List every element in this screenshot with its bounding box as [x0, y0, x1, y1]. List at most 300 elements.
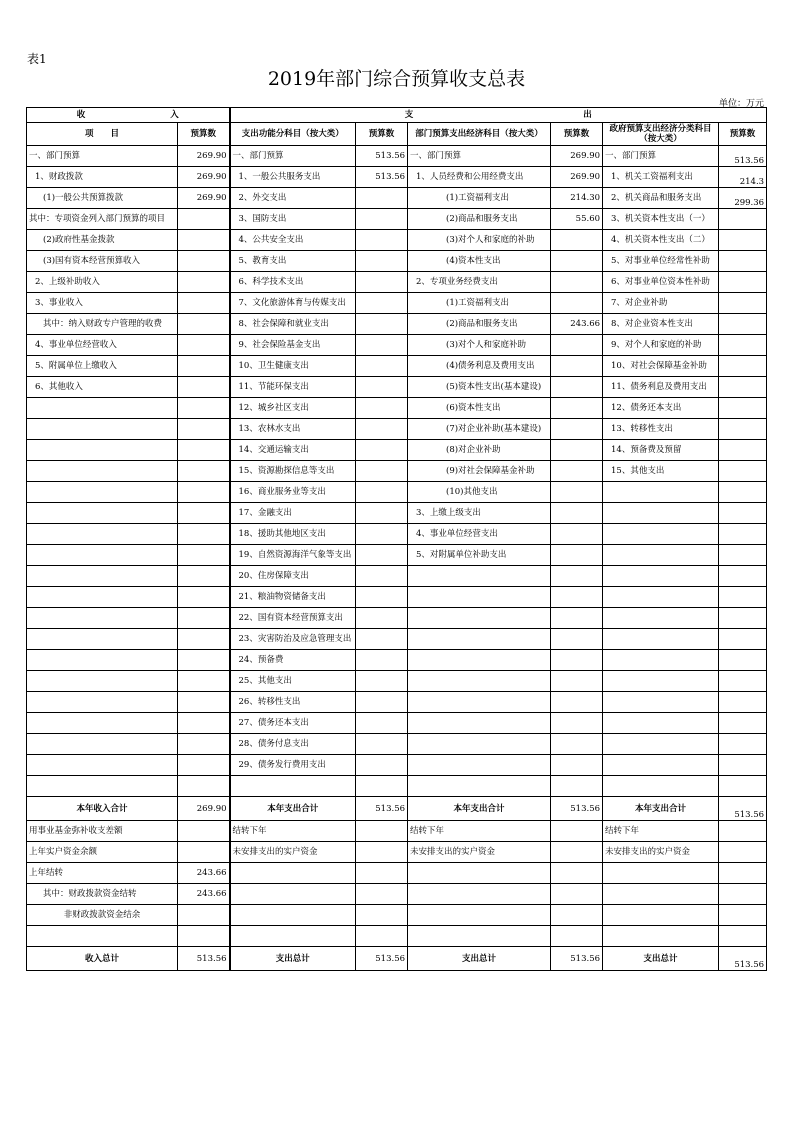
gov-econ-value: [719, 293, 767, 314]
income-value: [178, 251, 230, 272]
extra-dept-value: [551, 926, 603, 947]
income-item: 其中：专项资金列入部门预算的项目: [27, 209, 178, 230]
func-item: 21、粮油物资储备支出: [230, 587, 356, 608]
gov-econ-value: [719, 629, 767, 650]
dept-econ-value: [551, 587, 603, 608]
expense-section-header: 支 出: [230, 108, 767, 123]
func-value: [356, 209, 408, 230]
gov-econ-item: [603, 692, 719, 713]
gov-econ-item: [603, 503, 719, 524]
extra-func-item: [230, 884, 356, 905]
page-title: 2019年部门综合预算收支总表: [267, 68, 526, 90]
gov-econ-item: [603, 566, 719, 587]
dept-econ-item: [408, 713, 551, 734]
func-value: [356, 272, 408, 293]
table-row: [27, 503, 767, 524]
func-item: 20、住房保障支出: [230, 566, 356, 587]
table-row: [27, 167, 767, 188]
dept-econ-value: [551, 335, 603, 356]
extra-income-value: [178, 926, 230, 947]
extra-dept-value: [551, 884, 603, 905]
func-item: 14、交通运输支出: [230, 440, 356, 461]
income-value: [178, 713, 230, 734]
extra-gov-value: [719, 842, 767, 863]
func-item: 28、债务付息支出: [230, 734, 356, 755]
table-row: [27, 188, 767, 209]
table-row: [27, 419, 767, 440]
income-item: [27, 755, 178, 776]
extra-dept-item: 未安排支出的实户资金: [408, 842, 551, 863]
table-row: [27, 629, 767, 650]
func-value: 513.56: [356, 167, 408, 188]
income-item: [27, 776, 178, 797]
section-header-row: [27, 108, 767, 123]
extra-gov-value: [719, 863, 767, 884]
dept-econ-item: 1、人员经费和公用经费支出: [408, 167, 551, 188]
table-row: [27, 905, 767, 926]
gov-econ-item: 15、其他支出: [603, 461, 719, 482]
dept-econ-item: (3)对个人和家庭的补助: [408, 230, 551, 251]
func-value: [356, 692, 408, 713]
col-item: 项 目: [27, 123, 178, 146]
extra-dept-item: [408, 905, 551, 926]
extra-gov-item: 未安排支出的实户资金: [603, 842, 719, 863]
col-dept-econ: 部门预算支出经济科目（按大类）: [408, 123, 551, 146]
dept-econ-value: [551, 755, 603, 776]
income-item: [27, 608, 178, 629]
grand-gov-value: 513.56: [719, 947, 767, 971]
gov-econ-item: 3、机关资本性支出（一）: [603, 209, 719, 230]
dept-econ-item: 一、部门预算: [408, 146, 551, 167]
extra-gov-item: [603, 863, 719, 884]
extra-func-item: [230, 863, 356, 884]
year-gov-total-value: 513.56: [719, 797, 767, 821]
extra-func-value: [356, 926, 408, 947]
extra-gov-value: [719, 926, 767, 947]
table-row: [27, 692, 767, 713]
gov-econ-value: [719, 482, 767, 503]
extra-dept-item: [408, 926, 551, 947]
extra-dept-value: [551, 905, 603, 926]
income-value: [178, 734, 230, 755]
func-value: [356, 314, 408, 335]
gov-econ-value: [719, 566, 767, 587]
dept-econ-item: (7)对企业补助(基本建设): [408, 419, 551, 440]
dept-econ-value: [551, 251, 603, 272]
func-item: 12、城乡社区支出: [230, 398, 356, 419]
dept-econ-item: (3)对个人和家庭补助: [408, 335, 551, 356]
func-item: [230, 776, 356, 797]
income-value: [178, 755, 230, 776]
extra-func-value: [356, 884, 408, 905]
func-item: 16、商业服务业等支出: [230, 482, 356, 503]
grand-total-row: [27, 947, 767, 971]
col-budget: 预算数: [178, 123, 230, 146]
dept-econ-value: [551, 545, 603, 566]
col-budget: 预算数: [719, 123, 767, 146]
income-value: [178, 692, 230, 713]
col-func: 支出功能分科目（按大类）: [230, 123, 356, 146]
grand-dept-value: 513.56: [551, 947, 603, 971]
gov-econ-item: [603, 482, 719, 503]
func-value: [356, 419, 408, 440]
dept-econ-item: 5、对附属单位补助支出: [408, 545, 551, 566]
gov-econ-item: 12、债务还本支出: [603, 398, 719, 419]
table-row: [27, 545, 767, 566]
func-value: [356, 230, 408, 251]
gov-econ-item: [603, 650, 719, 671]
func-value: [356, 650, 408, 671]
income-value: [178, 545, 230, 566]
gov-econ-value: [719, 755, 767, 776]
func-value: [356, 398, 408, 419]
gov-econ-value: [719, 335, 767, 356]
year-dept-total-label: 本年支出合计: [408, 797, 551, 821]
func-item: 6、科学技术支出: [230, 272, 356, 293]
func-value: [356, 461, 408, 482]
func-item: 17、金融支出: [230, 503, 356, 524]
gov-econ-value: [719, 461, 767, 482]
func-item: 22、国有资本经营预算支出: [230, 608, 356, 629]
extra-gov-item: [603, 926, 719, 947]
extra-income-value: 243.66: [178, 884, 230, 905]
income-item: 其中：纳入财政专户管理的收费: [27, 314, 178, 335]
dept-econ-value: [551, 482, 603, 503]
func-value: [356, 587, 408, 608]
extra-dept-value: [551, 842, 603, 863]
dept-econ-value: [551, 629, 603, 650]
func-value: [356, 524, 408, 545]
dept-econ-value: 55.60: [551, 209, 603, 230]
income-item: 4、事业单位经营收入: [27, 335, 178, 356]
table-row: [27, 314, 767, 335]
income-value: 269.90: [178, 167, 230, 188]
table-row: [27, 251, 767, 272]
income-value: [178, 629, 230, 650]
extra-gov-value: [719, 905, 767, 926]
table-row: [27, 293, 767, 314]
income-item: [27, 692, 178, 713]
income-item: [27, 566, 178, 587]
dept-econ-item: [408, 671, 551, 692]
func-item: 7、文化旅游体育与传媒支出: [230, 293, 356, 314]
income-item: (1)一般公共预算拨款: [27, 188, 178, 209]
grand-gov-label: 支出总计: [603, 947, 719, 971]
income-item: [27, 482, 178, 503]
year-income-total-value: 269.90: [178, 797, 230, 821]
table-row: [27, 230, 767, 251]
year-gov-total-label: 本年支出合计: [603, 797, 719, 821]
gov-econ-value: 513.56: [719, 146, 767, 167]
table-row: [27, 650, 767, 671]
table-row: [27, 146, 767, 167]
income-value: [178, 482, 230, 503]
extra-income-value: 243.66: [178, 863, 230, 884]
dept-econ-item: 2、专项业务经费支出: [408, 272, 551, 293]
gov-econ-item: [603, 545, 719, 566]
dept-econ-item: (6)资本性支出: [408, 398, 551, 419]
func-value: [356, 671, 408, 692]
income-item: [27, 419, 178, 440]
func-item: 26、转移性支出: [230, 692, 356, 713]
table-number: 表1: [27, 52, 47, 66]
dept-econ-item: (2)商品和服务支出: [408, 314, 551, 335]
gov-econ-value: [719, 713, 767, 734]
gov-econ-item: 7、对企业补助: [603, 293, 719, 314]
dept-econ-value: [551, 230, 603, 251]
income-item: 1、财政拨款: [27, 167, 178, 188]
gov-econ-value: [719, 671, 767, 692]
income-item: [27, 440, 178, 461]
extra-func-item: [230, 926, 356, 947]
gov-econ-item: 8、对企业资本性支出: [603, 314, 719, 335]
gov-econ-item: [603, 608, 719, 629]
extra-income-item: 上年实户资金余额: [27, 842, 178, 863]
table-row: [27, 377, 767, 398]
func-item: 23、灾害防治及应急管理支出: [230, 629, 356, 650]
gov-econ-value: [719, 650, 767, 671]
income-section-header: 收 入: [27, 108, 230, 123]
func-value: [356, 629, 408, 650]
dept-econ-item: 3、上缴上级支出: [408, 503, 551, 524]
dept-econ-item: (8)对企业补助: [408, 440, 551, 461]
dept-econ-item: [408, 776, 551, 797]
extra-gov-item: 结转下年: [603, 821, 719, 842]
dept-econ-value: [551, 356, 603, 377]
func-item: 13、农林水支出: [230, 419, 356, 440]
income-value: [178, 671, 230, 692]
gov-econ-item: 5、对事业单位经常性补助: [603, 251, 719, 272]
table-row: [27, 734, 767, 755]
extra-income-item: 上年结转: [27, 863, 178, 884]
func-value: [356, 293, 408, 314]
income-value: [178, 398, 230, 419]
income-value: [178, 566, 230, 587]
func-item: 29、债务发行费用支出: [230, 755, 356, 776]
income-value: [178, 377, 230, 398]
income-item: [27, 650, 178, 671]
table-row: [27, 272, 767, 293]
income-value: 269.90: [178, 188, 230, 209]
extra-gov-item: [603, 905, 719, 926]
gov-econ-value: [719, 734, 767, 755]
budget-table: [26, 107, 767, 971]
dept-econ-item: (9)对社会保障基金补助: [408, 461, 551, 482]
extra-income-item: 其中：财政拨款资金结转: [27, 884, 178, 905]
gov-econ-item: 13、转移性支出: [603, 419, 719, 440]
func-value: [356, 482, 408, 503]
table-row: [27, 608, 767, 629]
income-item: [27, 545, 178, 566]
dept-econ-value: [551, 692, 603, 713]
gov-econ-item: 6、对事业单位资本性补助: [603, 272, 719, 293]
income-value: [178, 587, 230, 608]
dept-econ-item: (1)工资福利支出: [408, 293, 551, 314]
gov-econ-item: 1、机关工资福利支出: [603, 167, 719, 188]
func-item: 11、节能环保支出: [230, 377, 356, 398]
income-value: [178, 461, 230, 482]
income-item: [27, 524, 178, 545]
gov-econ-item: 11、债务利息及费用支出: [603, 377, 719, 398]
dept-econ-item: (2)商品和服务支出: [408, 209, 551, 230]
income-item: [27, 398, 178, 419]
table-row: [27, 482, 767, 503]
income-value: [178, 650, 230, 671]
extra-func-item: 结转下年: [230, 821, 356, 842]
income-item: 一、部门预算: [27, 146, 178, 167]
func-item: 1、一般公共服务支出: [230, 167, 356, 188]
gov-econ-value: [719, 377, 767, 398]
table-row: [27, 713, 767, 734]
func-item: 19、自然资源海洋气象等支出: [230, 545, 356, 566]
dept-econ-item: (4)资本性支出: [408, 251, 551, 272]
table-row: [27, 821, 767, 842]
table-row: [27, 566, 767, 587]
func-value: [356, 776, 408, 797]
func-value: [356, 440, 408, 461]
grand-func-value: 513.56: [356, 947, 408, 971]
income-item: 6、其他收入: [27, 377, 178, 398]
grand-dept-label: 支出总计: [408, 947, 551, 971]
table-row: [27, 356, 767, 377]
extra-func-value: [356, 821, 408, 842]
gov-econ-value: [719, 419, 767, 440]
dept-econ-item: [408, 629, 551, 650]
income-value: [178, 503, 230, 524]
income-value: [178, 230, 230, 251]
income-item: [27, 713, 178, 734]
income-item: [27, 671, 178, 692]
income-item: (3)国有资本经营预算收入: [27, 251, 178, 272]
dept-econ-item: [408, 755, 551, 776]
extra-income-item: 非财政拨款资金结余: [27, 905, 178, 926]
extra-func-value: [356, 905, 408, 926]
dept-econ-item: 4、事业单位经营支出: [408, 524, 551, 545]
income-item: [27, 461, 178, 482]
extra-dept-value: [551, 863, 603, 884]
func-item: 2、外交支出: [230, 188, 356, 209]
extra-dept-item: [408, 863, 551, 884]
table-row: [27, 842, 767, 863]
dept-econ-item: (1)工资福利支出: [408, 188, 551, 209]
gov-econ-value: [719, 230, 767, 251]
income-value: [178, 776, 230, 797]
func-item: 18、援助其他地区支出: [230, 524, 356, 545]
dept-econ-value: [551, 398, 603, 419]
func-value: [356, 713, 408, 734]
income-value: [178, 293, 230, 314]
income-item: [27, 734, 178, 755]
func-value: [356, 755, 408, 776]
income-item: [27, 629, 178, 650]
table-row: [27, 755, 767, 776]
gov-econ-value: [719, 209, 767, 230]
table-row: [27, 335, 767, 356]
gov-econ-item: [603, 524, 719, 545]
extra-func-item: 未安排支出的实户资金: [230, 842, 356, 863]
income-value: [178, 314, 230, 335]
dept-econ-value: 269.90: [551, 167, 603, 188]
gov-econ-value: [719, 356, 767, 377]
income-item: (2)政府性基金拨款: [27, 230, 178, 251]
year-total-row: [27, 797, 767, 821]
dept-econ-item: (10)其他支出: [408, 482, 551, 503]
gov-econ-value: [719, 440, 767, 461]
table-row: [27, 926, 767, 947]
dept-econ-value: [551, 503, 603, 524]
dept-econ-value: [551, 650, 603, 671]
income-value: [178, 440, 230, 461]
grand-income-label: 收入总计: [27, 947, 178, 971]
gov-econ-item: [603, 734, 719, 755]
dept-econ-item: [408, 692, 551, 713]
gov-econ-value: [719, 398, 767, 419]
gov-econ-item: [603, 755, 719, 776]
income-value: 269.90: [178, 146, 230, 167]
extra-income-value: [178, 842, 230, 863]
dept-econ-value: 243.66: [551, 314, 603, 335]
func-value: 513.56: [356, 146, 408, 167]
income-item: [27, 587, 178, 608]
gov-econ-item: 4、机关资本性支出（二）: [603, 230, 719, 251]
extra-gov-item: [603, 884, 719, 905]
dept-econ-item: (4)债务利息及费用支出: [408, 356, 551, 377]
gov-econ-value: [719, 776, 767, 797]
extra-income-item: [27, 926, 178, 947]
gov-econ-value: [719, 251, 767, 272]
func-value: [356, 335, 408, 356]
dept-econ-item: [408, 734, 551, 755]
dept-econ-value: [551, 524, 603, 545]
income-value: [178, 419, 230, 440]
income-item: [27, 503, 178, 524]
table-row: [27, 776, 767, 797]
gov-econ-item: 一、部门预算: [603, 146, 719, 167]
gov-econ-item: [603, 776, 719, 797]
dept-econ-value: [551, 440, 603, 461]
dept-econ-value: [551, 671, 603, 692]
func-item: 3、国防支出: [230, 209, 356, 230]
dept-econ-value: [551, 461, 603, 482]
extra-gov-value: [719, 821, 767, 842]
gov-econ-item: 9、对个人和家庭的补助: [603, 335, 719, 356]
income-value: [178, 209, 230, 230]
table-row: [27, 440, 767, 461]
grand-func-label: 支出总计: [230, 947, 356, 971]
dept-econ-item: [408, 566, 551, 587]
extra-income-item: 用事业基金弥补收支差额: [27, 821, 178, 842]
year-income-total-label: 本年收入合计: [27, 797, 178, 821]
income-value: [178, 335, 230, 356]
func-value: [356, 545, 408, 566]
func-value: [356, 356, 408, 377]
func-item: 4、公共安全支出: [230, 230, 356, 251]
func-item: 8、社会保障和就业支出: [230, 314, 356, 335]
table-row: [27, 884, 767, 905]
table-row: [27, 524, 767, 545]
gov-econ-item: [603, 629, 719, 650]
func-item: 5、教育支出: [230, 251, 356, 272]
func-value: [356, 608, 408, 629]
income-item: 5、附属单位上缴收入: [27, 356, 178, 377]
col-budget: 预算数: [356, 123, 408, 146]
col-gov-econ: 政府预算支出经济分类科目（按大类）: [603, 123, 719, 146]
gov-econ-value: [719, 314, 767, 335]
dept-econ-value: [551, 734, 603, 755]
table-row: [27, 209, 767, 230]
dept-econ-item: [408, 650, 551, 671]
func-value: [356, 377, 408, 398]
